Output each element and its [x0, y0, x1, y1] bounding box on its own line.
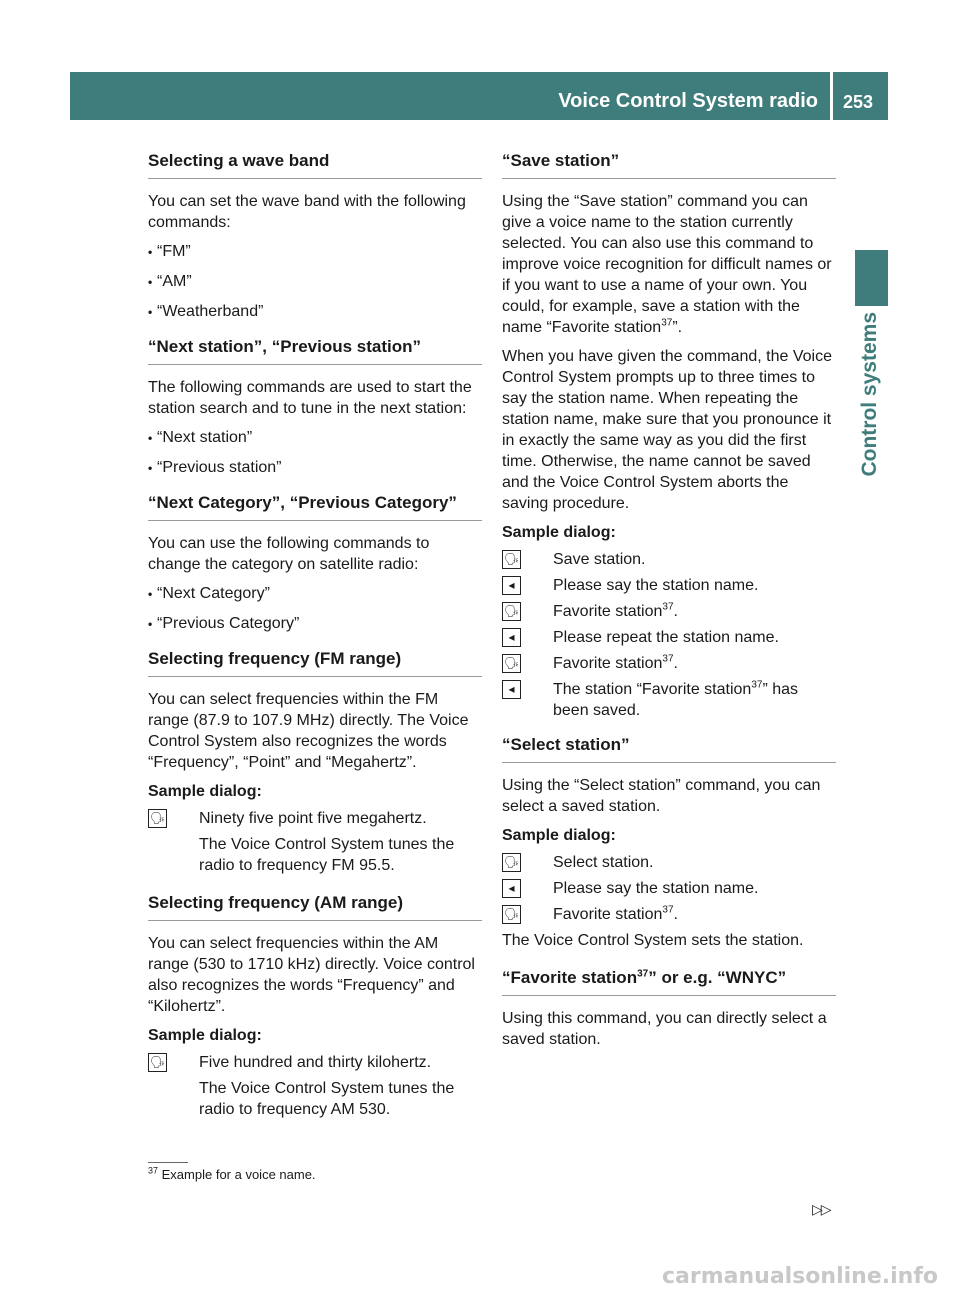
left-column [148, 150, 482, 1128]
next-prev-category-list [148, 583, 482, 635]
dialog-user-line: 🗣 Favorite station$^{37}$. [503, 601, 678, 620]
fm-intro: You can select frequencies within the FM range (87.9 to 107.9 MHz) directly. The Voice Control System also recognizes the words “Frequency”, “Point” and “Megahertz”. [148, 691, 469, 771]
person-speaking-icon: 🗣 [502, 654, 521, 673]
favorite-intro: Using this command, you can directly select a saved station. [502, 1010, 827, 1048]
dialog-user-line: 🗣 Select station. [503, 854, 654, 871]
heading-wave-band: Selecting a wave band [148, 150, 482, 179]
save-procedure: When you have given the command, the Voice Control System prompts up to three times to say the station name. When repeating the station name, make sure that you pronounce it in exactly the same way as you did the first time. Otherwise, the name cannot be saved and the Voice Control System aborts the saving procedure. [502, 348, 832, 512]
page-number: 253 [843, 92, 874, 112]
dialog-system-line: ◂ Please say the station name. [502, 575, 836, 596]
am-result-note: The Voice Control System tunes the radio to frequency AM 530. [199, 1080, 455, 1118]
side-tab-label: Control systems [858, 312, 881, 477]
person-speaking-icon: 🗣 [502, 602, 521, 621]
dialog-user-line: 🗣 Favorite station$^{37}$. [503, 653, 678, 672]
list-item: • “Weatherband” [148, 303, 264, 320]
side-tab-marker [855, 250, 888, 306]
next-prev-station-list [148, 427, 482, 479]
person-speaking-icon: 🗣 [148, 1053, 167, 1072]
list-item: • “FM” [148, 243, 191, 260]
fm-result-note: The Voice Control System tunes the radio to frequency FM 95.5. [199, 836, 455, 874]
fm-sample-label: Sample dialog: [148, 783, 262, 800]
select-intro: Using the “Select station” command, you can select a saved station. [502, 777, 821, 815]
footnote: $^{37}$ Example for a voice name. [148, 1165, 316, 1182]
heading-fm-range: Selecting frequency (FM range) [148, 648, 482, 677]
save-sample-label: Sample dialog: [502, 524, 616, 541]
person-speaking-icon: 🗣 [502, 550, 521, 569]
system-response-icon: ◂ [502, 680, 521, 699]
dialog-system-line: ◂ Please say the station name. [502, 878, 836, 899]
right-column [502, 150, 836, 1058]
dialog-user-line: 🗣 Save station. [503, 551, 646, 568]
list-item: • “AM” [148, 273, 192, 290]
heading-favorite-station: “Favorite station$^{37}$” or e.g. “WNYC” [502, 967, 836, 996]
dialog-user-line: 🗣 Ninety five point five megahertz. [149, 810, 427, 827]
list-item: • “Next station” [148, 429, 253, 446]
wave-band-list [148, 241, 482, 323]
system-response-icon: ◂ [502, 879, 521, 898]
person-speaking-icon: 🗣 [502, 853, 521, 872]
list-item: • “Previous Category” [148, 615, 300, 632]
wave-band-intro: You can set the wave band with the following commands: [148, 193, 466, 231]
heading-select-station: “Select station” [502, 734, 836, 763]
section-title: Voice Control System radio [558, 90, 818, 112]
system-response-icon: ◂ [502, 576, 521, 595]
watermark: carmanualsonline.info [662, 1264, 938, 1289]
save-intro: Using the “Save station” command you can give a voice name to the station currently selected. You can also use this command to improve voice recognition for difficult names or if you want to use a name of your own. You could, for example, save a station with the name “Favorite station$^{37}$”. [502, 193, 832, 336]
next-prev-category-intro: You can use the following commands to change the category on satellite radio: [148, 535, 430, 573]
am-intro: You can select frequencies within the AM range (530 to 1710 kHz) directly. Voice control also recognizes the words “Frequency” and “Kilohertz”. [148, 935, 475, 1015]
dialog-system-line: ◂ The station “Favorite station$^{37}$” has been saved. [502, 679, 836, 721]
person-speaking-icon: 🗣 [148, 809, 167, 828]
heading-save-station: “Save station” [502, 150, 836, 179]
list-item: • “Next Category” [148, 585, 270, 602]
heading-next-prev-category: “Next Category”, “Previous Category” [148, 492, 482, 521]
dialog-system-line: ◂ Please repeat the station name. [502, 627, 836, 648]
footnote-rule [148, 1162, 188, 1163]
dialog-user-line: 🗣 Favorite station$^{37}$. [503, 904, 678, 923]
next-prev-station-intro: The following commands are used to start the station search and to tune in the next station: [148, 379, 472, 417]
heading-am-range: Selecting frequency (AM range) [148, 892, 482, 921]
continue-arrow-icon: ▷▷ [812, 1201, 830, 1217]
select-result: The Voice Control System sets the station. [502, 932, 804, 949]
list-item: • “Previous station” [148, 459, 282, 476]
dialog-user-line: 🗣 Five hundred and thirty kilohertz. [149, 1054, 432, 1071]
select-sample-label: Sample dialog: [502, 827, 616, 844]
am-sample-label: Sample dialog: [148, 1027, 262, 1044]
system-response-icon: ◂ [502, 628, 521, 647]
person-speaking-icon: 🗣 [502, 905, 521, 924]
heading-next-prev-station: “Next station”, “Previous station” [148, 336, 482, 365]
